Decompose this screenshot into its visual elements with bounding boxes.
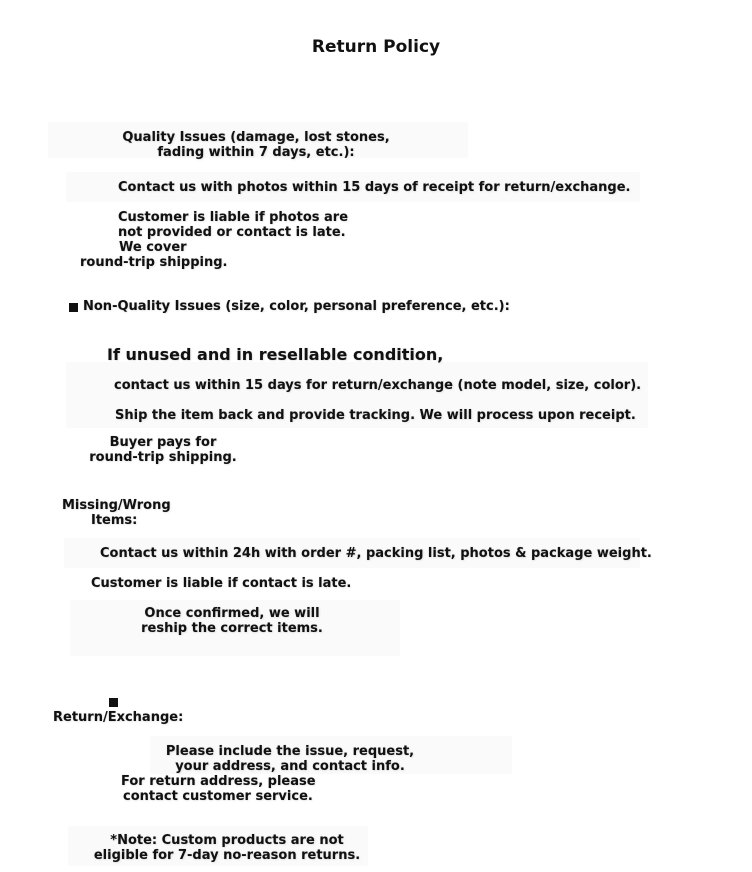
page-title: Return Policy xyxy=(311,37,441,57)
missing-heading-line1: Missing/Wrong xyxy=(62,498,171,513)
return-include-line2: your address, and contact info. xyxy=(175,759,405,774)
quality-liable-line1: Customer is liable if photos are xyxy=(118,210,349,225)
non-quality-pays-line2: round-trip shipping. xyxy=(89,450,237,465)
return-address-line2: contact customer service. xyxy=(123,789,313,804)
black-square-icon xyxy=(109,698,118,707)
missing-liable-text: Customer is liable if contact is late. xyxy=(91,576,352,591)
return-exchange-heading: Return/Exchange: xyxy=(53,710,184,725)
missing-heading-line2: Items: xyxy=(91,513,138,528)
return-address-line1: For return address, please xyxy=(121,774,316,789)
non-quality-heading: Non-Quality Issues (size, color, personal preference, etc.): xyxy=(83,299,510,314)
non-quality-condition: If unused and in resellable condition, xyxy=(107,345,444,364)
return-note-line1: *Note: Custom products are not xyxy=(110,833,344,848)
non-quality-contact-text: contact us within 15 days for return/exchange (note model, size, color). xyxy=(114,378,642,393)
non-quality-pays-line1: Buyer pays for xyxy=(109,435,217,450)
quality-liable-line2: not provided or contact is late. xyxy=(118,225,346,240)
non-quality-ship-text: Ship the item back and provide tracking. We will process upon receipt. xyxy=(115,408,636,423)
quality-heading-line2: fading within 7 days, etc.): xyxy=(157,145,355,160)
missing-contact-text: Contact us within 24h with order #, packing list, photos & package weight. xyxy=(100,546,652,561)
quality-cover-line2: round-trip shipping. xyxy=(80,255,228,270)
return-note-line2: eligible for 7-day no-reason returns. xyxy=(93,848,361,863)
quality-cover-line1: We cover xyxy=(119,240,187,255)
missing-confirm-line1: Once confirmed, we will xyxy=(144,606,320,621)
quality-heading-line1: Quality Issues (damage, lost stones, xyxy=(122,130,390,145)
quality-contact-text: Contact us with photos within 15 days of receipt for return/exchange. xyxy=(118,180,631,195)
return-include-line1: Please include the issue, request, xyxy=(165,744,415,759)
missing-confirm-line2: reship the correct items. xyxy=(141,621,323,636)
black-square-icon xyxy=(69,303,78,312)
